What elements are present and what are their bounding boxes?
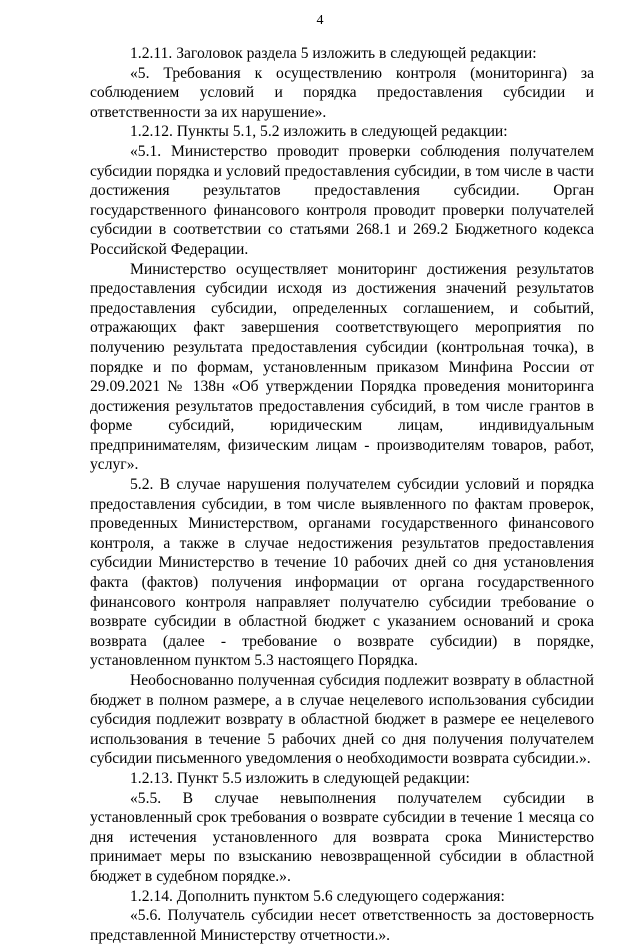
clause-5-2: 5.2. В случае нарушения получателем субсидии условий и порядка предоставления субсидии, в том числе выявленного по фактам проверок, проведенных Министерством, органами государственного финансового контроля, а также в случае недостижения результатов предоставления субсидии Министерство в течение 10 рабочих дней со дня установления факта (фактов) получения информации от органа государственного финансового контроля направляет получателю субсидии требование о возврате субсидии в областной бюджет с указанием оснований и срока возврата (далее - требование о возврате субсидии) в порядке, установленном пунктом 5.3 настоящего Порядка.	[90, 476, 594, 670]
amendment-1-2-11: 1.2.11. Заголовок раздела 5 изложить в следующей редакции:	[130, 45, 537, 62]
clause-5-1: «5.1. Министерство проводит проверки соблюдения получателем субсидии порядка и условий предоставления субсидии, в том числе в части достижения результатов предоставления субсидии. Орган государственного финансового контроля проводит проверки получателей субсидии в соответствии со статьями 268.1 и 269.2 Бюджетного кодекса Российской Федерации.	[90, 142, 594, 258]
amendment-1-2-13: 1.2.13. Пункт 5.5 изложить в следующей редакции:	[130, 769, 470, 787]
clause-5-5: «5.5. В случае невыполнения получателем субсидии в установленный срок требования о возврате субсидии в течение 1 месяца со дня истечения установленного для возврата срока Министерство принимает меры по взысканию невозвращенной субсидии в областной бюджет в судебном порядке.».	[90, 789, 594, 885]
amendment-1-2-14: 1.2.14. Дополнить пунктом 5.6 следующего содержания:	[130, 887, 505, 905]
clause-5-2-refund: Необоснованно полученная субсидия подлежит возврату в областной бюджет в полном размере, а в случае нецелевого использования субсидии субсидия подлежит возврату в областной бюджет в размере ее нецелевого использования в течение 5 рабочих дней со дня получения получателем субсидии письменного уведомления о необходимости возврата субсидии.».	[90, 672, 594, 768]
clause-5-1-monitoring: Министерство осуществляет мониторинг достижения результатов предоставления субсидии исходя из достижения значений результатов предоставления субсидии, определенных соглашением, и событий, отражающих факт завершения соответствующего мероприятия по получению результата предоставления субсидии (контрольная точка), в порядке и по формам, установленным приказом Минфина России от 29.09.2021 № 138н «Об утверждении Порядка проведения мониторинга достижения результатов предоставления субсидий, в том числе грантов в форме субсидий, юридическим лицам, индивидуальным предпринимателям, физическим лицам - производителям товаров, работ, услуг».	[90, 260, 594, 474]
document-body	[90, 44, 594, 945]
clause-5-6: «5.6. Получатель субсидии несет ответственность за достоверность представленной Министерству отчетности.».	[90, 907, 594, 944]
amendment-1-2-12: 1.2.12. Пункты 5.1, 5.2 изложить в следующей редакции:	[130, 123, 508, 141]
page-number: 4	[316, 13, 324, 28]
section-5-heading-text: «5. Требования к осуществлению контроля (мониторинга) за соблюдением условий и порядка предоставления субсидии и ответственности за их нарушение».	[90, 64, 594, 121]
